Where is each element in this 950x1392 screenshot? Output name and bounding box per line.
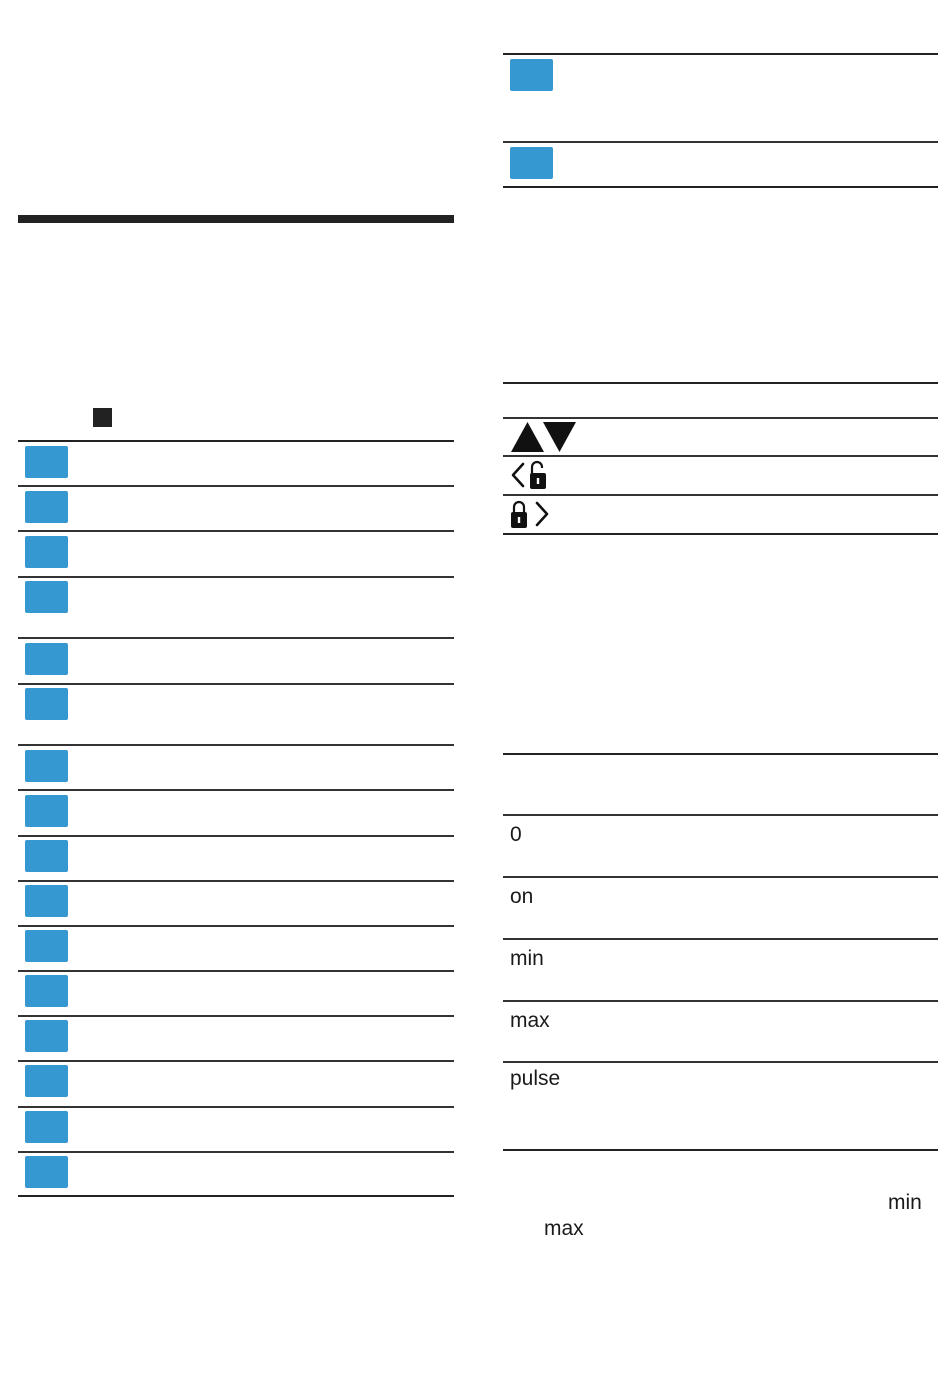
badge-8 (25, 795, 68, 827)
table-top-rule (18, 440, 454, 442)
triangle-up-icon (511, 422, 544, 452)
setting-label-on: on (510, 885, 534, 908)
row-divider (18, 576, 454, 578)
square-bullet-icon (93, 408, 112, 427)
badge-14 (25, 1065, 68, 1097)
badge-7 (25, 750, 68, 782)
setting-label-pulse: pulse (510, 1067, 561, 1090)
badge-6 (25, 688, 68, 720)
table-top-rule (503, 753, 938, 755)
row-divider (18, 683, 454, 685)
note-word-max: max (544, 1217, 584, 1240)
table-top-rule (503, 53, 938, 55)
row-divider (503, 876, 938, 878)
unlock-icon (530, 462, 546, 489)
table-top-rule (503, 382, 938, 384)
badge-2 (25, 491, 68, 523)
row-divider (18, 530, 454, 532)
setting-label-max: max (510, 1009, 550, 1032)
badge-r1 (510, 59, 553, 91)
row-divider (18, 744, 454, 746)
row-divider (18, 1015, 454, 1017)
setting-label-min: min (510, 947, 544, 970)
row-divider (503, 141, 938, 143)
badge-9 (25, 840, 68, 872)
badge-12 (25, 975, 68, 1007)
row-divider (18, 835, 454, 837)
row-divider (503, 814, 938, 816)
row-divider (503, 938, 938, 940)
table-bottom-rule (503, 1149, 938, 1151)
row-divider (18, 925, 454, 927)
row-divider (18, 637, 454, 639)
chevron-left-icon (513, 464, 523, 486)
lock-icon (511, 502, 527, 528)
lock-right-icon (510, 498, 552, 530)
row-divider (18, 1060, 454, 1062)
badge-4 (25, 581, 68, 613)
badge-10 (25, 885, 68, 917)
row-divider (503, 455, 938, 457)
row-divider (18, 970, 454, 972)
badge-3 (25, 536, 68, 568)
row-divider (18, 880, 454, 882)
table-bottom-rule (18, 1195, 454, 1197)
badge-1 (25, 446, 68, 478)
note-word-min: min (888, 1191, 922, 1214)
section-rule (18, 215, 454, 223)
triangle-down-icon (543, 422, 576, 452)
badge-13 (25, 1020, 68, 1052)
row-divider (503, 494, 938, 496)
badge-5 (25, 643, 68, 675)
table-bottom-rule (503, 533, 938, 535)
table-bottom-rule (503, 186, 938, 188)
row-divider (18, 1151, 454, 1153)
badge-r2 (510, 147, 553, 179)
unlock-left-icon (510, 459, 550, 491)
badge-11 (25, 930, 68, 962)
up-down-triangles-icon (510, 421, 578, 453)
chevron-right-icon (537, 503, 547, 525)
row-divider (18, 789, 454, 791)
row-divider (503, 1000, 938, 1002)
setting-label-0: 0 (510, 823, 522, 846)
row-divider (503, 1061, 938, 1063)
badge-15 (25, 1111, 68, 1143)
badge-16 (25, 1156, 68, 1188)
row-divider (503, 417, 938, 419)
row-divider (18, 485, 454, 487)
row-divider (18, 1106, 454, 1108)
